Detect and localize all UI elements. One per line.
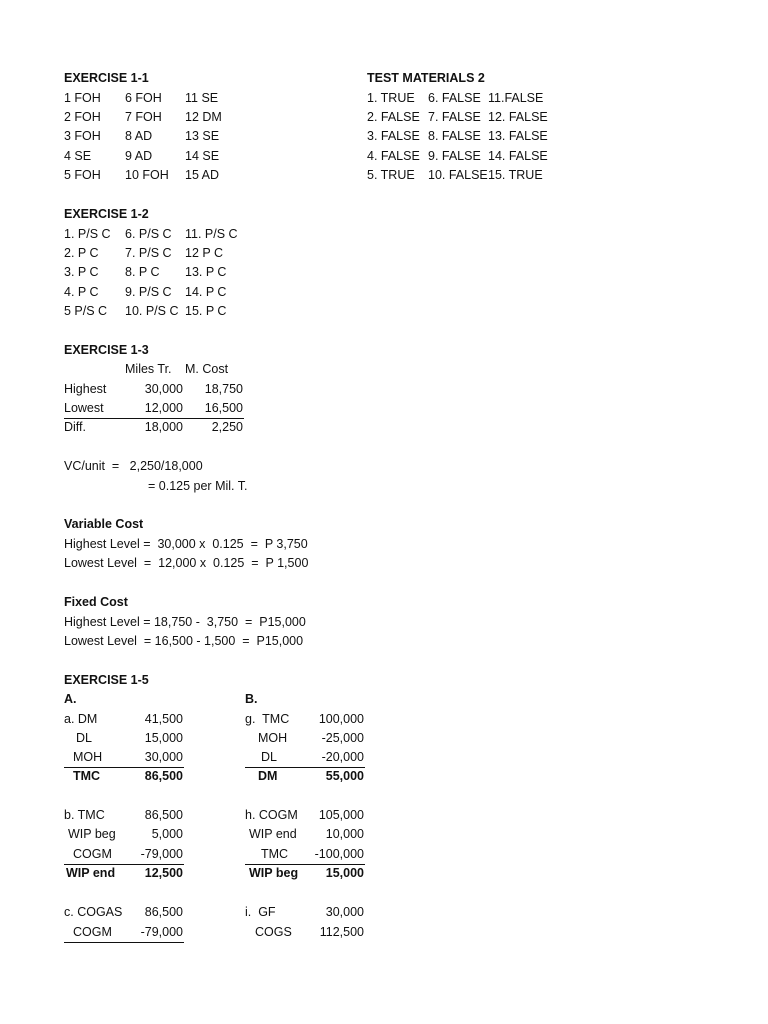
ex11-cell: 11 SE <box>185 91 219 105</box>
fixed-cost-line: Highest Level = 18,750 - 3,750 = P15,000 <box>64 615 306 629</box>
b-label: TMC <box>261 847 289 861</box>
ex11-cell: 7 FOH <box>125 110 162 124</box>
ex12-cell: 10. P/S C <box>125 304 179 318</box>
a-value: -79,000 <box>140 925 183 939</box>
tm2-cell: 12. FALSE <box>488 110 548 124</box>
b-label: COGS <box>255 925 292 939</box>
ex11-cell: 1 FOH <box>64 91 101 105</box>
ex11-cell: 3 FOH <box>64 129 101 143</box>
a-total-label: TMC <box>73 769 101 783</box>
a-total-label: WIP end <box>66 866 116 880</box>
exercise-1-5-title: EXERCISE 1-5 <box>64 673 149 687</box>
ex12-cell: 4. P C <box>64 285 99 299</box>
a-label: MOH <box>73 750 103 764</box>
a-value: 86,500 <box>144 808 183 822</box>
variable-cost-line: Highest Level = 30,000 x 0.125 = P 3,750 <box>64 537 308 551</box>
a-value: 41,500 <box>144 712 183 726</box>
tm2-cell: 10. FALSE <box>428 168 488 182</box>
tm2-cell: 9. FALSE <box>428 149 481 163</box>
ex13-row-label: Lowest <box>64 401 104 415</box>
b-value: -20,000 <box>321 750 364 764</box>
ex11-cell: 8 AD <box>125 129 153 143</box>
a-value: 15,000 <box>144 731 183 745</box>
b-total-divider <box>245 864 365 865</box>
b-value: 30,000 <box>325 905 364 919</box>
vc-per-unit-line: VC/unit = 2,250/18,000 <box>64 459 203 473</box>
a-label: WIP beg <box>68 827 116 841</box>
a-total-divider <box>64 767 184 768</box>
ex12-cell: 12 P C <box>185 246 223 260</box>
ex13-row-label: Highest <box>64 382 107 396</box>
b-total-divider <box>245 767 365 768</box>
a-value: 5,000 <box>151 827 183 841</box>
b-label: g. TMC <box>245 712 290 726</box>
fixed-cost-title: Fixed Cost <box>64 595 128 609</box>
ex13-row-label: Diff. <box>64 420 86 434</box>
a-label: COGM <box>73 925 112 939</box>
ex11-cell: 15 AD <box>185 168 220 182</box>
a-total-value: 12,500 <box>144 866 183 880</box>
ex11-cell: 2 FOH <box>64 110 101 124</box>
exercise-1-2-title: EXERCISE 1-2 <box>64 207 149 221</box>
ex12-cell: 2. P C <box>64 246 99 260</box>
a-value: 86,500 <box>144 905 183 919</box>
tm2-cell: 15. TRUE <box>488 168 543 182</box>
ex12-cell: 5 P/S C <box>64 304 108 318</box>
ex13-miles-value: 18,000 <box>144 420 183 434</box>
a-value: -79,000 <box>140 847 183 861</box>
ex13-divider <box>64 418 244 419</box>
ex12-cell: 15. P C <box>185 304 227 318</box>
b-total-value: 15,000 <box>325 866 364 880</box>
b-total-value: 55,000 <box>325 769 364 783</box>
ex12-cell: 6. P/S C <box>125 227 172 241</box>
ex12-cell: 7. P/S C <box>125 246 172 260</box>
ex12-cell: 13. P C <box>185 265 227 279</box>
b-label: DL <box>261 750 277 764</box>
tm2-cell: 1. TRUE <box>367 91 415 105</box>
b-value: -100,000 <box>314 847 364 861</box>
b-value: 100,000 <box>318 712 364 726</box>
ex12-cell: 14. P C <box>185 285 227 299</box>
b-label: WIP end <box>249 827 297 841</box>
a-label: a. DM <box>64 712 98 726</box>
ex11-cell: 13 SE <box>185 129 220 143</box>
tm2-cell: 8. FALSE <box>428 129 481 143</box>
section-b-label: B. <box>245 692 258 706</box>
a-label: COGM <box>73 847 112 861</box>
a-total-divider <box>64 942 184 943</box>
ex12-cell: 8. P C <box>125 265 160 279</box>
ex12-cell: 1. P/S C <box>64 227 111 241</box>
b-value: 10,000 <box>325 827 364 841</box>
ex13-cost-value: 18,750 <box>204 382 243 396</box>
vc-per-unit-result: = 0.125 per Mil. T. <box>148 479 248 493</box>
b-total-label: WIP beg <box>249 866 299 880</box>
ex13-col-header-cost: M. Cost <box>185 362 229 376</box>
ex13-miles-value: 30,000 <box>144 382 183 396</box>
tm2-cell: 3. FALSE <box>367 129 420 143</box>
ex13-col-header-miles: Miles Tr. <box>125 362 172 376</box>
b-label: h. COGM <box>245 808 298 822</box>
ex13-cost-value: 2,250 <box>211 420 243 434</box>
tm2-cell: 4. FALSE <box>367 149 420 163</box>
tm2-cell: 13. FALSE <box>488 129 548 143</box>
variable-cost-line: Lowest Level = 12,000 x 0.125 = P 1,500 <box>64 556 309 570</box>
b-value: -25,000 <box>321 731 364 745</box>
ex12-cell: 11. P/S C <box>185 227 238 241</box>
ex12-cell: 3. P C <box>64 265 99 279</box>
tm2-cell: 6. FALSE <box>428 91 481 105</box>
b-total-label: DM <box>258 769 278 783</box>
fixed-cost-line: Lowest Level = 16,500 - 1,500 = P15,000 <box>64 634 304 648</box>
tm2-cell: 11.FALSE <box>488 91 544 105</box>
b-value: 105,000 <box>318 808 364 822</box>
test-materials-2-title: TEST MATERIALS 2 <box>367 71 485 85</box>
exercise-1-1-title: EXERCISE 1-1 <box>64 71 149 85</box>
ex11-cell: 12 DM <box>185 110 222 124</box>
ex13-cost-value: 16,500 <box>204 401 243 415</box>
exercise-1-3-title: EXERCISE 1-3 <box>64 343 149 357</box>
a-value: 30,000 <box>144 750 183 764</box>
ex11-cell: 5 FOH <box>64 168 101 182</box>
ex11-cell: 6 FOH <box>125 91 162 105</box>
tm2-cell: 14. FALSE <box>488 149 548 163</box>
ex12-cell: 9. P/S C <box>125 285 172 299</box>
ex11-cell: 9 AD <box>125 149 153 163</box>
ex11-cell: 4 SE <box>64 149 92 163</box>
a-label: c. COGAS <box>64 905 123 919</box>
b-label: MOH <box>258 731 288 745</box>
tm2-cell: 7. FALSE <box>428 110 481 124</box>
section-a-label: A. <box>64 692 77 706</box>
b-label: i. GF <box>245 905 276 919</box>
ex11-cell: 14 SE <box>185 149 220 163</box>
a-total-value: 86,500 <box>144 769 183 783</box>
variable-cost-title: Variable Cost <box>64 517 144 531</box>
a-label: b. TMC <box>64 808 105 822</box>
tm2-cell: 2. FALSE <box>367 110 420 124</box>
a-total-divider <box>64 864 184 865</box>
b-value: 112,500 <box>319 925 364 939</box>
tm2-cell: 5. TRUE <box>367 168 415 182</box>
a-label: DL <box>76 731 92 745</box>
ex11-cell: 10 FOH <box>125 168 169 182</box>
ex13-miles-value: 12,000 <box>144 401 183 415</box>
